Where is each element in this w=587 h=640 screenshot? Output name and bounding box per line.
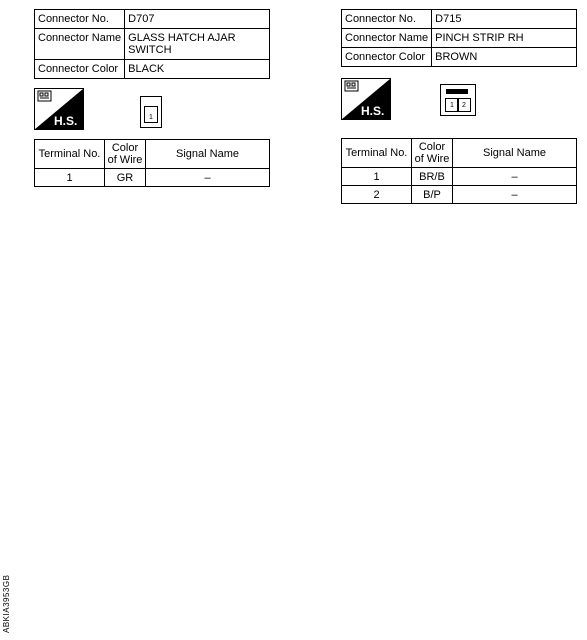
terminal-header-row [35,140,270,169]
info-row [342,29,577,48]
header-color-of-wire: Color of Wire [105,140,146,169]
connector-info-table-d715 [341,9,577,67]
wire-color: BR/B [412,168,453,186]
info-label: Connector Color [35,60,125,79]
connector-pin [457,98,471,112]
info-value: PINCH STRIP RH [432,29,577,48]
connector-face-d707 [140,96,162,128]
info-value: D707 [125,10,270,29]
info-value: BLACK [125,60,270,79]
header-terminal-no: Terminal No. [35,140,105,169]
hs-label: H.S. [361,104,385,118]
info-label: Connector No. [35,10,125,29]
info-label: Connector Name [35,29,125,60]
info-value: GLASS HATCH AJAR SWITCH [125,29,270,60]
pin-number: 2 [462,102,466,109]
info-label: Connector Name [342,29,432,48]
connector-lock-tab [446,89,468,94]
figure-code: ABKIA3953GB [2,574,11,633]
signal-name: – [146,169,270,187]
header-terminal-no: Terminal No. [342,139,412,168]
connector-face-d715 [440,84,476,116]
info-label: Connector Color [342,48,432,67]
wire-color: GR [105,169,146,187]
harness-side-badge [341,78,391,120]
connector-symbol-icon [345,81,358,91]
info-row [342,48,577,67]
terminal-number: 1 [35,169,105,187]
connector-symbol-icon [38,91,51,101]
table-row [342,186,577,204]
table-row [35,169,270,187]
header-color-of-wire: Color of Wire [412,139,453,168]
terminal-header-row [342,139,577,168]
info-row [35,29,270,60]
harness-side-badge [34,88,84,130]
pin-number: 1 [149,114,153,121]
header-signal-name: Signal Name [453,139,577,168]
terminal-table-d707 [34,139,270,187]
pin-number: 1 [450,102,454,109]
info-label: Connector No. [342,10,432,29]
signal-name: – [453,168,577,186]
table-row [342,168,577,186]
wire-color: B/P [412,186,453,204]
hs-label: H.S. [54,114,78,128]
terminal-number: 1 [342,168,412,186]
signal-name: – [453,186,577,204]
connector-pin [144,106,158,123]
terminal-number: 2 [342,186,412,204]
connector-info-table-d707 [34,9,270,79]
info-row [342,10,577,29]
info-value: D715 [432,10,577,29]
info-row [35,10,270,29]
info-value: BROWN [432,48,577,67]
info-row [35,60,270,79]
header-signal-name: Signal Name [146,140,270,169]
terminal-table-d715 [341,138,577,204]
